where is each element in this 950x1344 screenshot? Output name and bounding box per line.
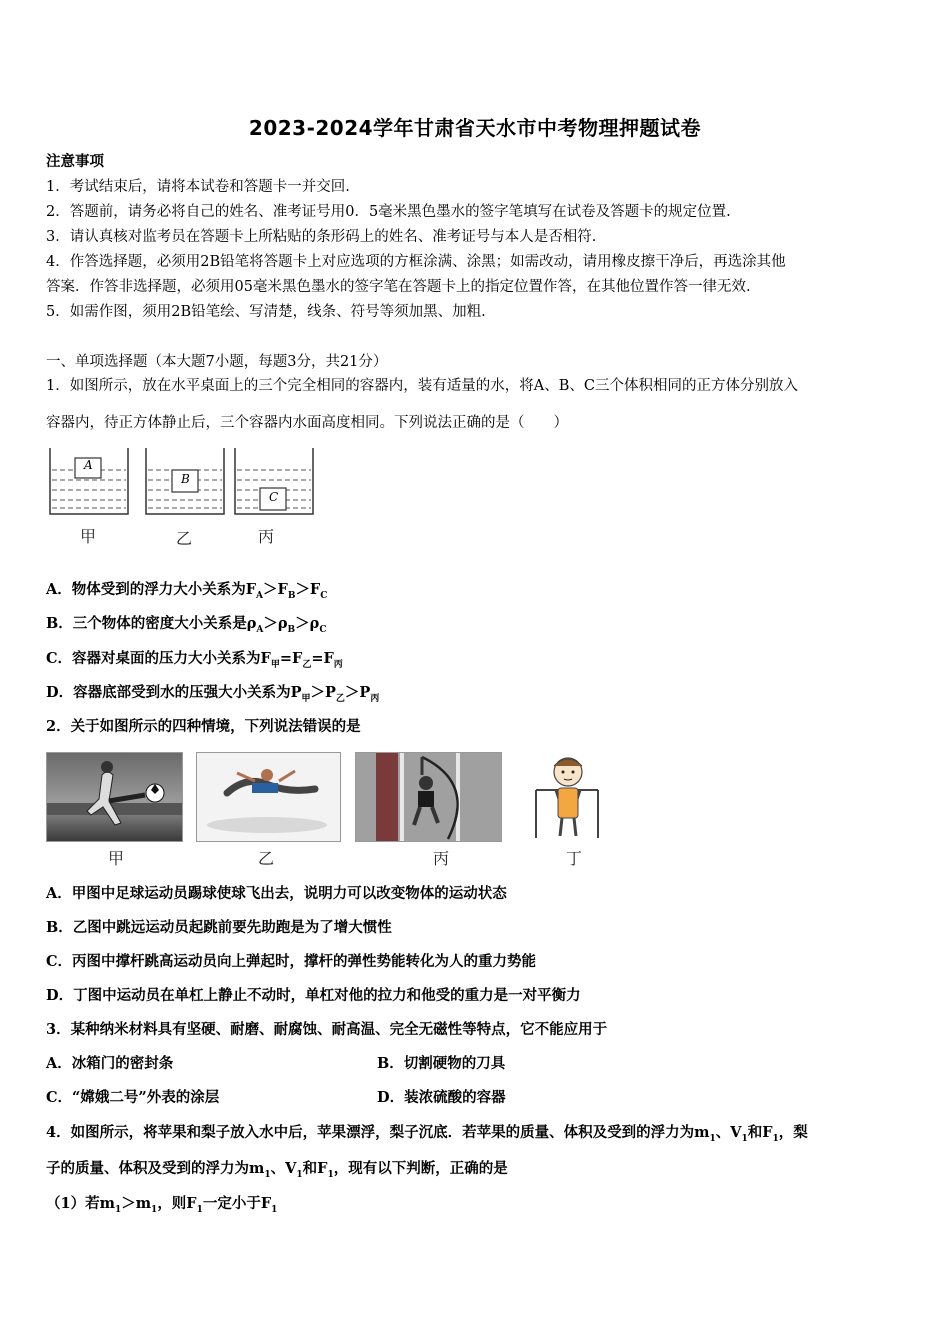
notice-item: 4．作答选择题，必须用2B铅笔将答题卡上对应选项的方框涂满、涂黑；如需改动，请用橡皮擦干净后，再选涂其他 [46, 254, 786, 270]
image-label: 丁 [566, 849, 583, 868]
q2-option-a: A．甲图中足球运动员踢球使球飞出去，说明力可以改变物体的运动状态 [46, 885, 507, 902]
horizontal-bar-image [522, 752, 612, 840]
q4-stem-line1: 4．如图所示，将苹果和梨子放入水中后，苹果漂浮，梨子沉底．若苹果的质量、体积及受到的浮力为$m_1$、$V_1$和$F_1$，梨 [46, 1124, 808, 1144]
notice-item: 答案．作答非选择题，必须用05毫米黑色墨水的签字笔在答题卡上的指定位置作答，在其他位置作答一律无效. [46, 279, 751, 295]
q1-option-b: B．三个物体的密度大小关系是$\rho_A>\rho_B>\rho_C$ [46, 615, 327, 635]
q3-stem: 3．某种纳米材料具有坚硬、耐磨、耐腐蚀、耐高温、完全无磁性等特点，它不能应用于 [46, 1021, 608, 1038]
q1-stem: 1．如图所示，放在水平桌面上的三个完全相同的容器内，装有适量的水，将A、B、C三个体积相同的正方体分别放入 [46, 378, 798, 394]
image-label: 乙 [258, 849, 275, 868]
q3-option-b: B．切割硬物的刀具 [377, 1055, 506, 1072]
q3-option-d: D．装浓硫酸的容器 [377, 1089, 506, 1106]
q1-stem: 容器内，待正方体静止后，三个容器内水面高度相同。下列说法正确的是（ ） [46, 415, 568, 431]
image-label: 丙 [433, 849, 450, 868]
container-bing [235, 448, 313, 514]
section-heading: 一、单项选择题（本大题7小题，每题3分，共21分） [46, 354, 388, 370]
container-label: 乙 [176, 529, 193, 548]
container-label: 甲 [80, 527, 97, 546]
notice-item: 5．如需作图，须用2B铅笔绘、写清楚，线条、符号等须加黑、加粗. [46, 304, 486, 320]
q2-option-c: C．丙图中撑杆跳高运动员向上弹起时，撑杆的弹性势能转化为人的重力势能 [46, 953, 537, 970]
long-jump-image [196, 752, 341, 842]
q3-option-a: A．冰箱门的密封条 [46, 1055, 174, 1072]
page-title: 2023-2024学年甘肃省天水市中考物理押题试卷 [248, 116, 702, 140]
q2-stem: 2．关于如图所示的四种情境，下列说法错误的是 [46, 718, 361, 735]
block-b-label: B [181, 472, 190, 486]
image-label: 甲 [108, 849, 125, 868]
soccer-player-image [46, 752, 183, 842]
block-c-label: C [269, 490, 279, 504]
block-a-label: A [84, 458, 93, 472]
notice-item: 3．请认真核对监考员在答题卡上所粘贴的条形码上的姓名、准考证号与本人是否相符. [46, 229, 597, 245]
notice-item: 1．考试结束后，请将本试卷和答题卡一并交回. [46, 179, 350, 195]
pole-vault-image [355, 752, 502, 842]
q4-stem-line2: 子的质量、体积及受到的浮力为$m_1$、$V_1$和$F_1$，现有以下判断，正确的是 [46, 1160, 508, 1180]
q1-option-a: A．物体受到的浮力大小关系为$F_A>F_B>F_C$ [46, 581, 328, 601]
q2-option-d: D．丁图中运动员在单杠上静止不动时，单杠对他的拉力和他受的重力是一对平衡力 [46, 987, 581, 1004]
q1-option-d: D．容器底部受到水的压强大小关系为$P_甲>P_乙>P_丙$ [46, 684, 380, 704]
q3-option-c: C．“嫦娥二号”外表的涂层 [46, 1089, 220, 1106]
q1-option-c: C．容器对桌面的压力大小关系为$F_甲=F_乙=F_丙$ [46, 650, 343, 670]
q4-item-1: （1）若$m_1>m_1$，则$F_1$一定小于$F_1$ [46, 1195, 278, 1215]
container-label: 丙 [258, 527, 275, 546]
notice-item: 2．答题前，请务必将自己的姓名、准考证号用0．5毫米黑色墨水的签字笔填写在试卷及答题卡的规定位置. [46, 204, 731, 220]
q2-option-b: B．乙图中跳远运动员起跳前要先助跑是为了增大惯性 [46, 919, 392, 936]
notice-heading: 注意事项 [46, 153, 104, 170]
